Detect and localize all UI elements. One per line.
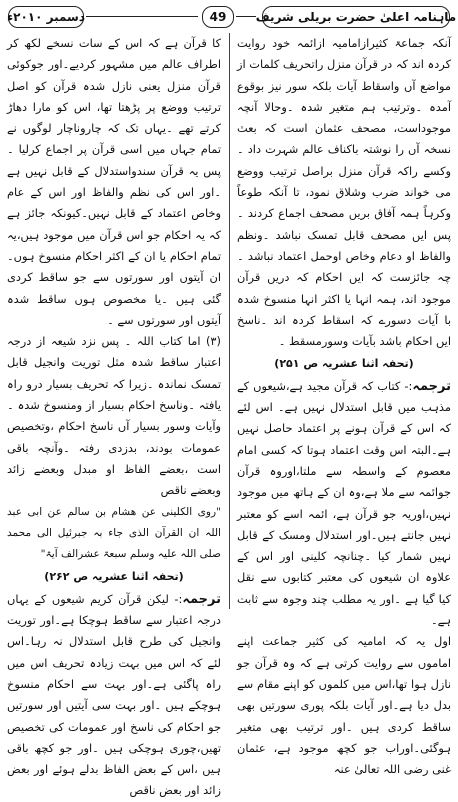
column-divider [229,33,230,609]
translation-label: ترجمہ [182,591,221,607]
body-paragraph: اول یہ کہ امامیہ کی کثیر جماعت اپنے اماموں سے روایت کرتی ہے کہ وہ قرآن جو نازل ہوا تھا،اس میں کلموں کو اپنے مقام سے بدل دیا ہے۔اور آیات بلکہ پوری سورتیں بھی ساقط کردی ہیں ۔اور ترتیب بھی متغیر ہوگئی۔اوراب جو کچھ موجود ہے، عثمان غنی رضی اللہ تعالیٰ عنہ [237,634,451,777]
translation-paragraph [7,589,221,802]
translation-text: :- لیکن قرآن کریم شیعوں کے یہاں درجہ اعتبار سے ساقط ہوچکا ہے۔اور توریت وانجیل کی طرح قابل استدلال نہ رہا۔اس لئے کہ اس میں بہت زیادہ تحریف اس میں راہ پاگئی ہے۔اور بہت سے احکام منسوخ ہوچکے ہیں ۔اور بہت سی آیتیں اور سورتیں جو احکام کی ناسخ اور عمومات کی تخصیص تھیں،چوری ہوچکی ہیں ۔اور جو کچھ باقی ہیں ،اس کے بعض الفاظ بدلے ہوئے اور بعض زائد اور بعض ناقص [7,591,221,798]
citation: (تحفہ اثنا عشریہ ص ۲۵۱) [274,357,414,371]
citation: (تحفہ اثنا عشریہ ص ۲۶۲) [44,570,184,584]
page-number: 49 [202,6,234,28]
header-rule [236,16,256,17]
page-header [7,6,457,28]
translation-text: :- کتاب کہ قرآن مجید ہے،شیعوں کے مذہب میں قابل استدلال نہیں ہے۔ اس لئے کہ اس کے قرآن ہونے پر اعتماد حاصل نہیں ہے۔البتہ اس وقت اعتماد ہوتا کہ کسی امام معصوم کے واسطہ سے ملتا،اوروہ قرآن جوائمہ سے ملا ہے،وہ ان کے ہاتھ میں موجود نہیں،اوریہ جو قرآن ہے، ائمہ اسے کو معتبر نہیں جانتے ہیں۔اور استدلال ومسک کے قابل نہیں شمار کیا ۔چنانچہ کلینی اور اس کے علاوہ ان شیعوں کی معتبر کتابوں سے نقل کیا گیا ہے ۔اور یہ مطلب چند وجوہ سے ثابت ہے۔ [237,378,451,628]
body-paragraph: کا قرآن ہے کہ اس کے سات نسخے لکھ کر اطراف عالم میں مشہور کردیے۔اور جوکوئی قرآن منزل یعنی نازل شدہ قرآن کو اصل ترتیب ووضع پر پڑھتا تھا، اس کو مارا دھاڑ کرتے تھے ۔یہاں تک کہ چاروناچار لوگوں نے تمام جہاں میں اسی قرآن پر اجماع کرلیا ۔پس یہ قرآن سندواستدلال کے قابل نہیں ہے ۔اور اس کی نظم والفاظ اور اس کے عام وخاص اعتماد کے قابل نہیں۔کیونکہ جائز ہے کہ یہ احکام جو اس قرآن میں موجود ہیں،یہ تمام احکام یا ان کے اکثر احکام منسوخ ہوں۔ان آیتوں اور سورتوں سے جو ساقط کردی گئی ہیں ۔یا مخصوص ہوں ساقط شدہ آیتوں اور سورتوں سے ۔ [7,36,221,327]
right-column [237,33,451,777]
magazine-title: ماہنامہ اعلیٰ حضرت بریلی شریف [262,6,450,28]
translation-label: ترجمہ [412,378,451,394]
header-rule [86,16,198,17]
arabic-quote: "روی الکلینی عن ھشام بن سالم عن ابی عبد اللہ ان القرآن الذی جاء بہ جبرئیل الی محمد صلی اللہ علیہ وسلم سبعۃ عشرالف آیۃ" [7,505,221,561]
left-column [7,33,221,798]
persian-paragraph: آنکہ جماعۃ کثیرازامامیہ ازائمہ خود روایت کردہ اند کہ در قرآن منزل راتحریف کلمات از مواضع آں واسقاط آیات بلکہ سور نیز بوقوع آمدہ ۔وترتیب ہم متغیر شدہ ۔وحالا آنچہ موجوداست، مصحف عثمان است کہ بعث نسخہ آں را نوشتہ باکناف عالم شہرت داد ۔وکسے راکہ قرآن منزل براصل ترتیب ووضع می خواند ضرب وشلاق نمود، تا آنکہ طوعاً وکرہاً ہمہ آفاق بریں مصحف اجماع کردند ۔پس ایں مصحف قابل تمسک نباشد ۔ونظم والفاظ او دعام وخاص اوحمل اعتماد نباشد ۔چہ جائزست کہ ایں احکام کہ دریں قرآن موجود اند، ہمہ انہا یا اکثر انہا منسوخ شدہ با آیات دسورے کہ اسقاط کردہ اند ۔ناسخ ایں احکام باشد بآیات وسورمسقط ۔ [237,36,451,349]
translation-paragraph [237,376,451,632]
persian-paragraph: (۳) اما کتاب اللہ ۔ پس نزد شیعہ از درجہ اعتبار ساقط شدہ مثل توریت وانجیل قابل تمسک نماندہ ۔زیرا کہ تحریف بسیار درو راہ یافتہ ۔وناسخ احکام بسیار از ومنسوخ شدہ ۔ وآیات وسور بسیار آں ناسخ احکام ،وتخصیص عمومات بودند، بدزدی رفتہ ۔وآنچہ باقی است ،بعضے الفاظ او مبدل وبعضے زائد وبعضے ناقص [7,334,221,498]
issue-date: دسمبر ۲۰۱۰ء [8,6,84,28]
